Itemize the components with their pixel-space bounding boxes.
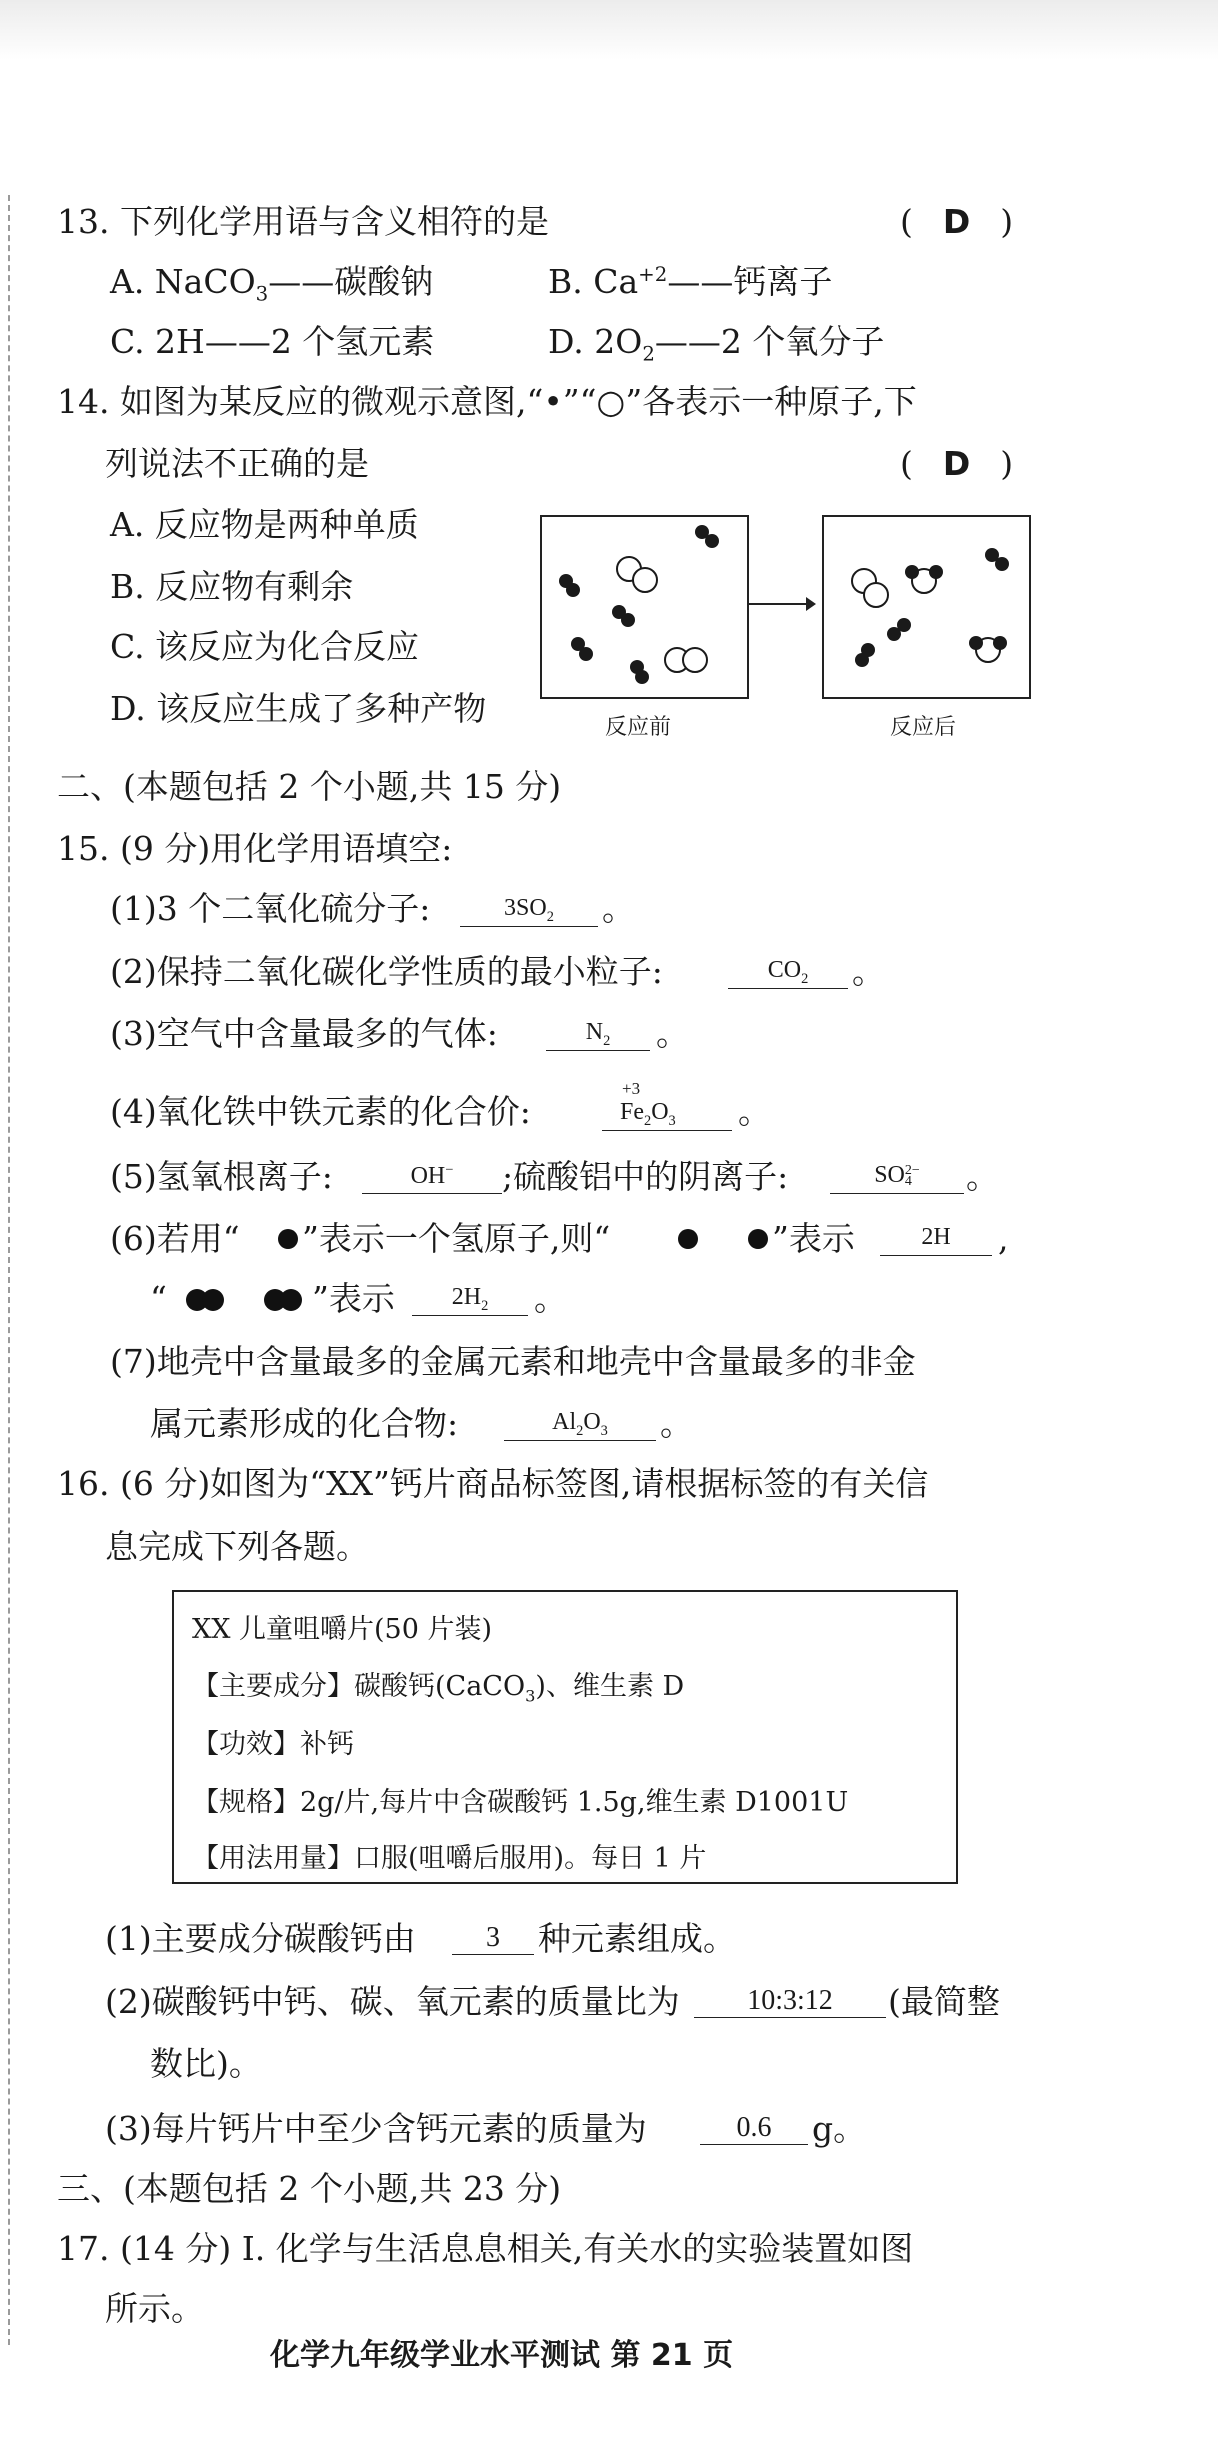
q16-sub1-suffix: 种元素组成。 [538,1919,736,1958]
q13-option-b: B. $Ca^{+2}——$钙离子 [548,262,833,301]
top-shadow [0,0,1218,60]
q13-answer-bracket: ( D ) [900,202,1014,241]
hydrogen-atom-icon [748,1229,768,1249]
label-line-4: 【规格】2g/片,每片中含碳酸钙 1.5g,维生素 D1001U [192,1787,849,1818]
q16-answer-1: 3 [452,1924,534,1955]
q15-period-5: 。 [966,1157,999,1196]
q15-part6-open-quote: “ [150,1279,167,1318]
q15-answer-2: $CO_2$ [728,958,848,989]
label-after: 反应后 [890,715,957,740]
q16-stem-line1: 16. (6 分)如图为“XX”钙片商品标签图,请根据标签的有关信 [57,1464,929,1503]
q15-answer-6b: $2H_2$ [412,1285,528,1316]
q15-part6-shows: ”表示 [772,1219,855,1258]
q15-period-3: 。 [656,1014,689,1053]
q15-answer-4: +3 $Fe_2O_3$ [602,1080,732,1131]
q15-part6-mid: ”表示一个氢原子,则“ [302,1219,611,1258]
q13-stem: 13. 下列化学用语与含义相符的是 [57,202,549,241]
particles-before [542,517,747,697]
q16-sub2-suffix: (最简整 [888,1982,1000,2021]
q16-stem-line2: 息完成下列各题。 [105,1527,369,1566]
label-line-5: 【用法用量】口服(咀嚼后服用)。每日 1 片 [192,1843,707,1874]
page-footer: 化学九年级学业水平测试 第 21 页 [270,2338,734,2373]
q14-option-d: D. 该反应生成了多种产物 [110,689,487,728]
q15-answer-5a: OH− [362,1163,502,1194]
q15-period-2: 。 [852,952,885,991]
label-line-2: 【主要成分】碳酸钙(CaCO$_3$)、维生素 D [192,1671,685,1706]
q14-answer: D [942,444,971,483]
q15-stem: 15. (9 分)用化学用语填空: [57,829,453,868]
q15-period-1: 。 [602,889,635,928]
q16-sub2-prefix: (2)碳酸钙中钙、碳、氧元素的质量比为 [105,1982,680,2021]
q16-sub3-prefix: (3)每片钙片中至少含钙元素的质量为 [105,2109,647,2148]
q15-part7-line2: 属元素形成的化合物: [150,1404,459,1443]
q15-part1: (1)3 个二氧化硫分子: [110,889,431,928]
binding-margin-line [8,195,10,2345]
hydrogen-atom-icon [678,1229,698,1249]
q15-part2: (2)保持二氧化碳化学性质的最小粒子: [110,952,663,991]
q17-line1: 17. (14 分) Ⅰ. 化学与生活息息相关,有关水的实验装置如图 [57,2229,914,2268]
q15-answer-7: $Al_2O_3$ [504,1410,656,1441]
q16-sub2-line2: 数比)。 [150,2044,262,2083]
q15-part5b: ;硫酸铝中的阴离子: [502,1157,789,1196]
arrow-head-icon [806,597,816,611]
q15-part4: (4)氧化铁中铁元素的化合价: [110,1092,531,1131]
label-line-1: XX 儿童咀嚼片(50 片装) [192,1614,493,1645]
q14-answer-bracket: ( D ) [900,444,1014,483]
q13-option-d: D. $2O_2——2$ 个氧分子 [548,322,885,366]
particles-after [824,517,1029,697]
q16-sub1-prefix: (1)主要成分碳酸钙由 [105,1919,416,1958]
q16-sub3-suffix: g。 [812,2109,867,2148]
q14-stem-line1: 14. 如图为某反应的微观示意图,“•”“○”各表示一种原子,下 [57,382,917,421]
q15-comma: , [998,1219,1009,1258]
section-2-heading: 二、(本题包括 2 个小题,共 15 分) [57,767,562,806]
q15-part3: (3)空气中含量最多的气体: [110,1014,498,1053]
section-3-heading: 三、(本题包括 2 个小题,共 23 分) [57,2169,562,2208]
q13-option-c: C. 2H——2 个氢元素 [110,322,435,361]
q15-answer-1: $3SO_2$ [460,896,598,927]
diagram-after-box [822,515,1031,699]
q14-stem-line2: 列说法不正确的是 [105,444,369,483]
q13-answer: D [942,202,971,241]
q15-period-7: 。 [660,1404,693,1443]
q15-answer-6a: 2H [880,1225,992,1256]
reaction-arrow [748,603,810,605]
q17-line2: 所示。 [105,2289,204,2328]
q14-option-c: C. 该反应为化合反应 [110,627,420,666]
q15-part5a: (5)氢氧根离子: [110,1157,333,1196]
label-line-3: 【功效】补钙 [192,1729,354,1760]
q15-part6-prefix: (6)若用“ [110,1219,240,1258]
q16-answer-3: 0.6 [700,2114,808,2145]
q16-answer-2: 10:3:12 [694,1987,886,2018]
q14-option-b: B. 反应物有剩余 [110,567,354,606]
q14-option-a: A. 反应物是两种单质 [110,505,419,544]
q15-answer-5b: SO2− 4 [830,1163,964,1194]
label-before: 反应前 [605,715,672,740]
q15-part7-line1: (7)地壳中含量最多的金属元素和地壳中含量最多的非金 [110,1342,916,1381]
q15-part6-shows-2: ”表示 [312,1279,395,1318]
q15-answer-3: $N_2$ [546,1020,650,1051]
q15-period-6: 。 [534,1279,567,1318]
q13-option-a: A. NaCO$_3$——碳酸钠 [110,262,434,306]
q15-period-4: 。 [738,1092,771,1131]
product-label-card [172,1590,958,1884]
diagram-before-box [540,515,749,699]
hydrogen-atom-icon [278,1229,298,1249]
